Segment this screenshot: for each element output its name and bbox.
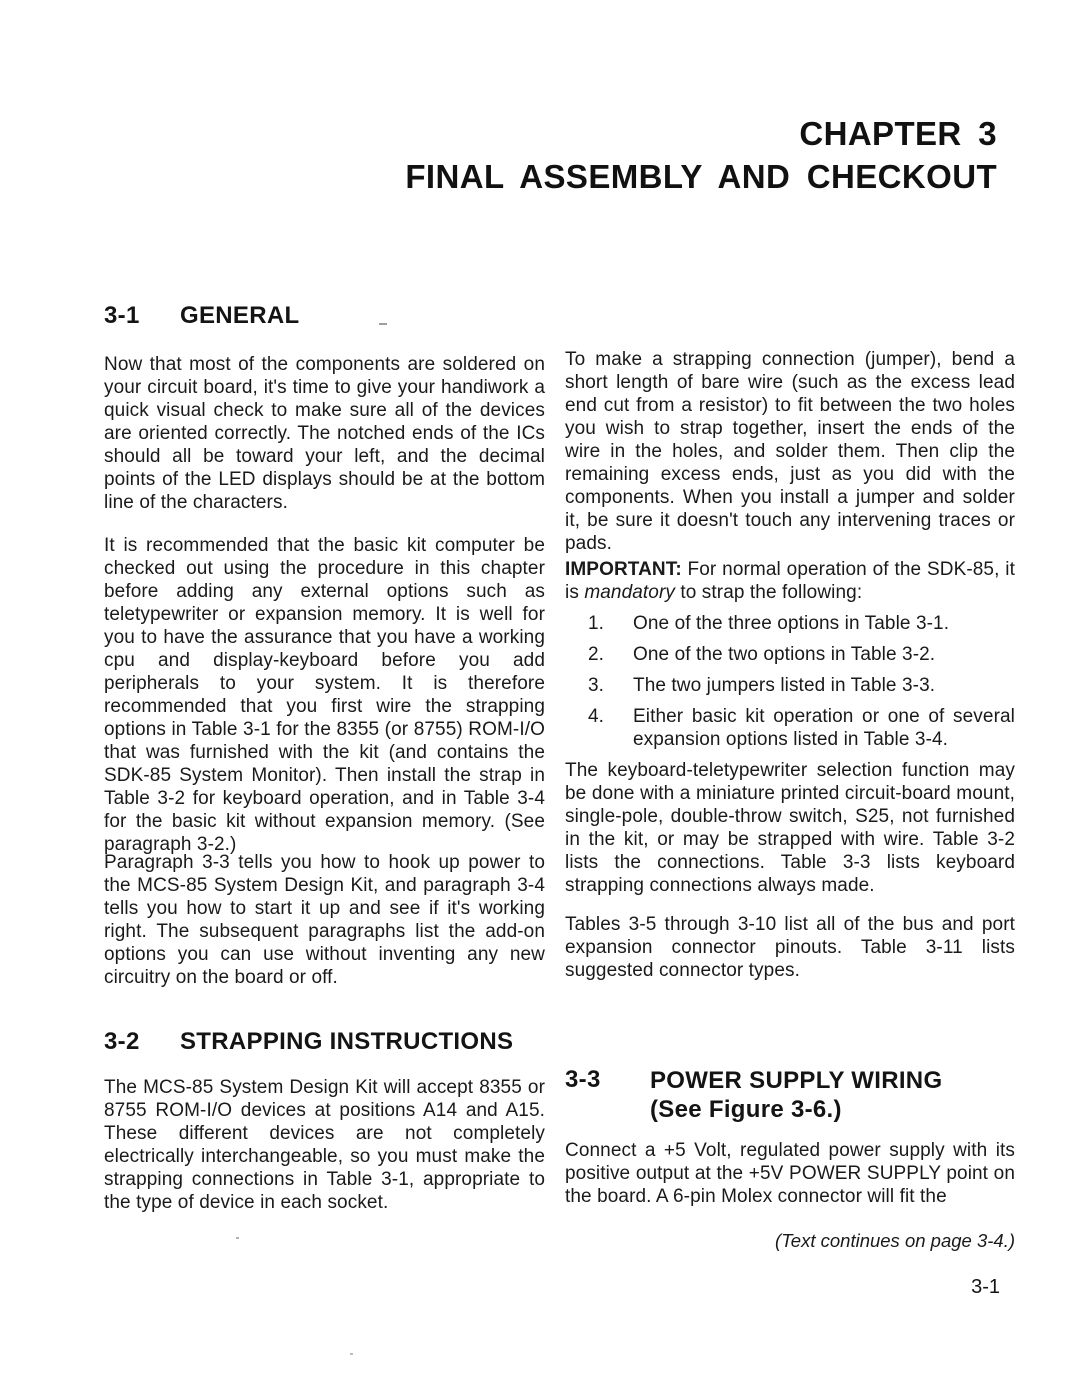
paragraph-keyboard: The keyboard-teletypewriter selection function may be done with a miniature printed circuit-board mount, single-pole, double-throw switch, S25, not furnished in the kit, or may be strapped with wire. Table 3-2 lists the connections. Table 3-3 lists keyboard strapping connections always made. — [565, 760, 1015, 896]
section-title — [650, 1066, 942, 1124]
chapter-heading — [405, 112, 997, 198]
list-item-number: 4. — [588, 706, 605, 727]
paragraph-jumper: To make a strapping connection (jumper), bend a short length of bare wire (such as the excess lead end cut from a resistor) to fit between the two holes you wish to strap together, insert the ends of the wire in the holes, and solder them. Then clip the remaining excess ends, just as you did with the components. When you install a jumper and solder it, be sure it doesn't touch any intervening traces or pads. — [565, 349, 1015, 554]
page-number: 3-1 — [971, 1276, 1000, 1298]
chapter-number: CHAPTER 3 — [799, 115, 997, 152]
section-title: STRAPPING INSTRUCTIONS — [180, 1028, 514, 1055]
section-heading-strapping — [104, 1028, 545, 1055]
section-title: GENERAL — [180, 302, 300, 329]
paragraph-power-1: Connect a +5 Volt, regulated power supply with its positive output at the +5V POWER SUPPLY point on the board. A 6-pin Molex connector will fit the — [565, 1140, 1015, 1207]
list-item-text: One of the two options in Table 3-2. — [633, 644, 936, 665]
list-item-number: 1. — [588, 613, 605, 634]
section-number: 3-3 — [565, 1066, 601, 1093]
scan-speck — [236, 1237, 239, 1239]
important-italic-word: mandatory — [584, 582, 675, 603]
section-heading-general — [104, 302, 545, 329]
section-number: 3-2 — [104, 1028, 140, 1055]
paragraph-important — [565, 558, 1015, 604]
scan-speck — [379, 323, 387, 325]
important-label: IMPORTANT: — [565, 559, 682, 580]
paragraph-tables: Tables 3-5 through 3-10 list all of the bus and port expansion connector pinouts. Table 3-11 lists suggested connector types. — [565, 914, 1015, 981]
important-list — [565, 612, 1015, 759]
paragraph-general-1: Now that most of the components are soldered on your circuit board, it's time to give your handiwork a quick visual check to make sure all of the devices are oriented correctly. The notched ends of the ICs should all be toward your left, and the decimal points of the LED displays should be at the bottom line of the characters. — [104, 354, 545, 513]
scan-speck — [350, 1353, 353, 1355]
list-item-text: Either basic kit operation or one of several expansion options listed in Table 3-4. — [633, 706, 1015, 750]
important-text-after: to strap the following: — [674, 582, 863, 603]
list-item — [565, 674, 1015, 697]
paragraph-strapping-1: The MCS-85 System Design Kit will accept 8355 or 8755 ROM-I/O devices at positions A14 and A15. These different devices are not completely electrically interchangeable, so you must make the strapping connections in Table 3-1, appropriate to the type of device in each socket. — [104, 1077, 545, 1213]
important-text-before: For normal operation of the SDK-85, it is — [565, 559, 1015, 603]
section-title-line1: POWER SUPPLY WIRING — [650, 1067, 943, 1094]
list-item-number: 3. — [588, 675, 605, 696]
section-heading-power — [565, 1066, 1015, 1124]
section-number: 3-1 — [104, 302, 140, 329]
list-item-text: One of the three options in Table 3-1. — [633, 613, 950, 634]
list-item-text: The two jumpers listed in Table 3-3. — [633, 675, 936, 696]
paragraph-general-3: Paragraph 3-3 tells you how to hook up power to the MCS-85 System Design Kit, and paragraph 3-4 tells you how to start it up and see if it's working right. The subsequent paragraphs list the add-on options you can use without inventing any new circuitry on the board or off. — [104, 852, 545, 988]
continuation-note: (Text continues on page 3-4.) — [775, 1230, 1015, 1251]
list-item — [565, 705, 1015, 751]
list-item-number: 2. — [588, 644, 605, 665]
list-item — [565, 643, 1015, 666]
chapter-title: FINAL ASSEMBLY AND CHECKOUT — [405, 158, 997, 195]
section-title-line2: (See Figure 3-6.) — [650, 1096, 842, 1123]
list-item — [565, 612, 1015, 635]
paragraph-general-2: It is recommended that the basic kit computer be checked out using the procedure in this chapter before adding any external options such as teletypewriter or expansion memory. It is well for you to have the assurance that you have a working cpu and display-keyboard before you add peripherals to your system. It is therefore recommended that you first wire the strapping options in Table 3-1 for the 8355 (or 8755) ROM-I/O that was furnished with the kit (and contains the SDK-85 System Monitor). Then install the strap in Table 3-2 for keyboard operation, and in Table 3-4 for the basic kit without expansion memory. (See paragraph 3-2.) — [104, 535, 545, 855]
